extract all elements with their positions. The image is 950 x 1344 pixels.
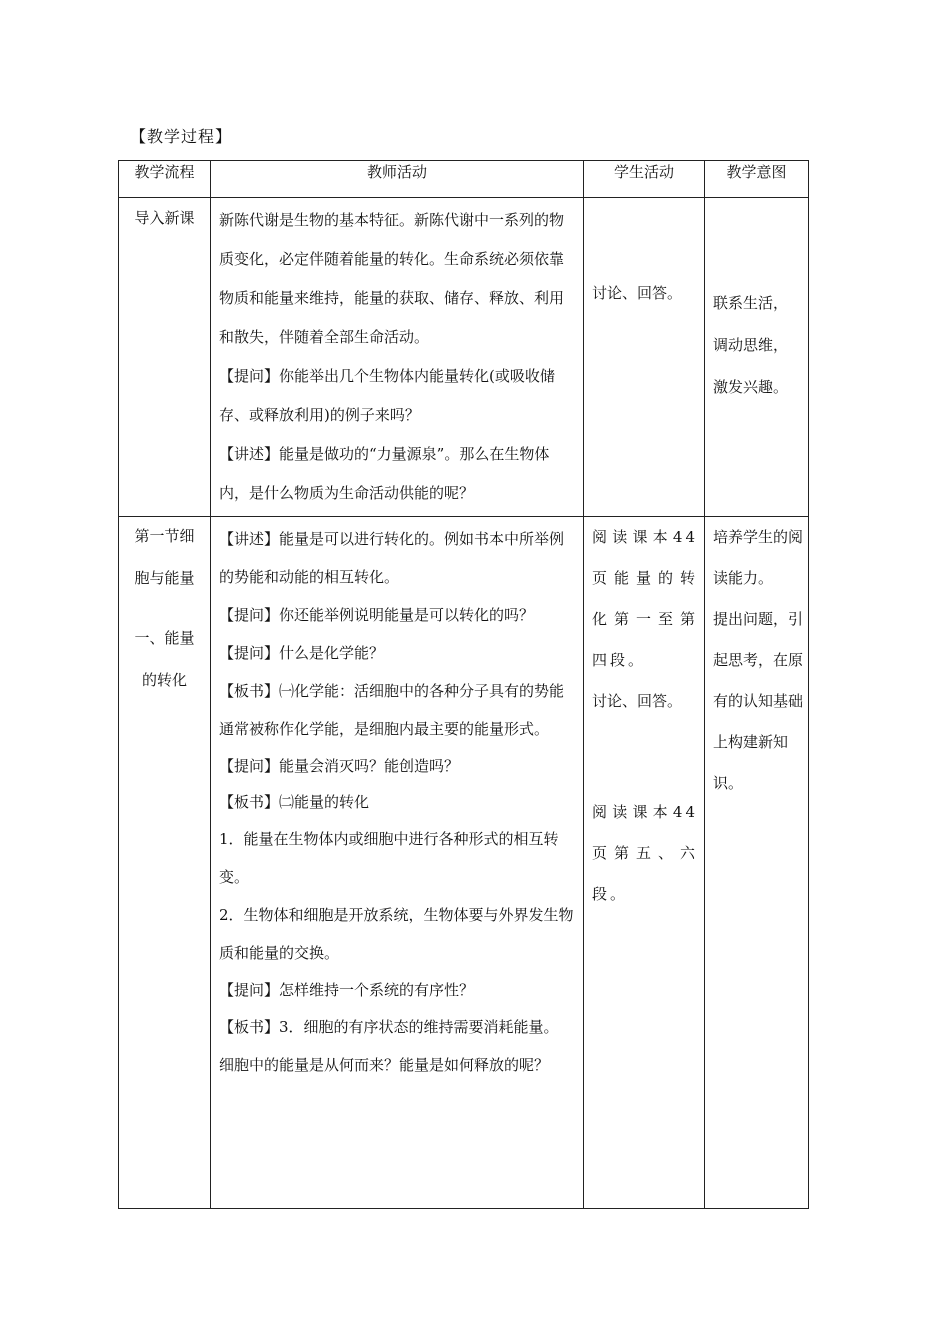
student-text: 阅读课本44页第五、六段。 [592,803,698,903]
table-row [119,198,809,517]
teacher-activity-cell [211,198,584,517]
table-row [119,517,809,1209]
flow-text: 胞与能量 [134,569,195,587]
teacher-paragraph: 【板书】㈡能量的转化 [219,793,370,811]
teacher-paragraph: 【提问】什么是化学能？ [219,644,385,662]
header-teacher-activity: 教师活动 [211,161,584,198]
intent-cell [705,517,809,1209]
teacher-paragraph: 【讲述】能量是做功的“力量源泉”。那么在生物体内，是什么物质为生命活动供能的呢？ [219,445,550,502]
teacher-activity-cell [211,517,584,1209]
student-activity-cell [584,198,705,517]
teacher-paragraph: 1．能量在生物体内或细胞中进行各种形式的相互转变。 [219,830,559,886]
teacher-paragraph: 【板书】3．细胞的有序状态的维持需要消耗能量。 [219,1018,559,1036]
intent-line: 激发兴趣。 [713,378,789,396]
student-text: 讨论、回答。 [592,284,683,302]
header-intent: 教学意图 [705,161,809,198]
student-text: 讨论、回答。 [592,692,683,710]
teacher-paragraph: 细胞中的能量是从何而来？能量是如何释放的呢？ [219,1056,550,1074]
teacher-paragraph: 新陈代谢是生物的基本特征。新陈代谢中一系列的物质变化，必定伴随着能量的转化。生命系统必须依靠物质和能量来维持，能量的获取、储存、释放、利用和散失，伴随着全部生命活动。 [219,211,565,346]
teacher-paragraph: 【提问】你还能举例说明能量是可以转化的吗？ [219,606,535,624]
teacher-paragraph: 2．生物体和细胞是开放系统，生物体要与外界发生物质和能量的交换。 [219,906,574,962]
header-student-activity: 学生活动 [584,161,705,198]
table-header-row [119,161,809,198]
teacher-paragraph: 【板书】㈠化学能：活细胞中的各种分子具有的势能通常被称作化学能，是细胞内最主要的能量形式。 [219,682,565,738]
intent-text: 培养学生的阅读能力。 [713,528,804,587]
section-title: 【教学过程】 [130,127,233,146]
intent-text: 提出问题，引起思考，在原有的认知基础上构建新知识。 [713,610,804,792]
flow-text: 一、能量 [134,629,195,647]
flow-cell [119,517,211,1209]
teaching-process-table [118,160,809,1209]
header-flow: 教学流程 [119,161,211,198]
teacher-paragraph: 【提问】你能举出几个生物体内能量转化(或吸收储存、或释放利用)的例子来吗？ [219,367,555,424]
teacher-paragraph: 【提问】怎样维持一个系统的有序性？ [219,981,475,999]
flow-text: 第一节细 [134,527,195,545]
intent-cell [705,198,809,517]
intent-line: 联系生活， [713,294,789,312]
student-text: 阅读课本44页能量的转化第一至第四段。 [592,528,698,669]
student-activity-cell [584,517,705,1209]
flow-text: 的转化 [141,671,187,689]
teacher-paragraph: 【提问】能量会消灭吗？能创造吗？ [219,757,460,775]
flow-text: 导入新课 [134,209,195,227]
flow-cell [119,198,211,517]
intent-line: 调动思维， [713,336,789,354]
teacher-paragraph: 【讲述】能量是可以进行转化的。例如书本中所举例的势能和动能的相互转化。 [219,530,565,586]
